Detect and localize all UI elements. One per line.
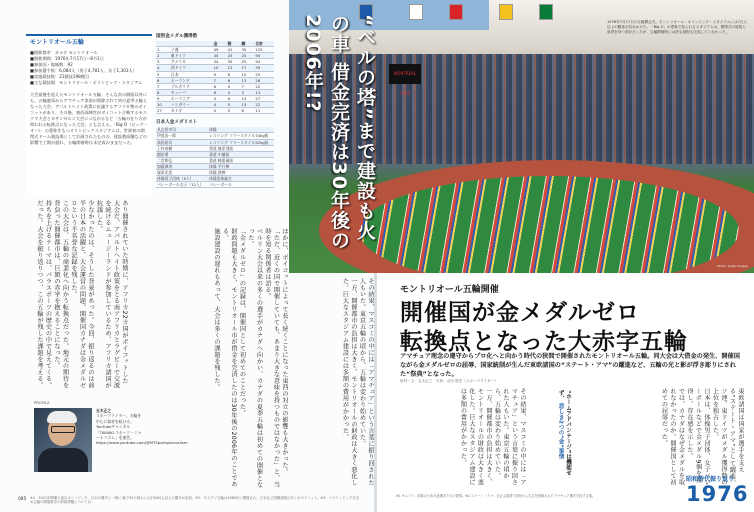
table-cell: 94 bbox=[254, 59, 274, 65]
table-cell: 6 bbox=[213, 83, 227, 89]
table-cell: 5 bbox=[156, 71, 170, 77]
table-cell: 125 bbox=[254, 47, 274, 53]
body-paragraph: その結果、マスコミの中には「アマチュア」という言葉に振り回された人もいた。東京五輪の頃から、五輪は変わり始めていた。 bbox=[493, 388, 526, 486]
table-cell: 10 bbox=[213, 65, 227, 71]
table-cell: 22 bbox=[254, 102, 274, 108]
medal-table-title: 国別金メダル獲得数 bbox=[156, 34, 198, 39]
table-cell: 13 bbox=[240, 77, 254, 83]
table-cell: ソ連 bbox=[170, 47, 213, 53]
table-cell: 二宮和弘 bbox=[156, 157, 208, 163]
right-body-columns-2 bbox=[402, 388, 526, 488]
table-cell: 90 bbox=[254, 53, 274, 59]
table-cell: ルーマニア bbox=[170, 95, 213, 101]
table-cell: 6 bbox=[227, 71, 241, 77]
pull-quote-accent: 悲しき2つの“金”事情 bbox=[557, 403, 564, 460]
table-cell: 40 bbox=[213, 53, 227, 59]
table-cell: 東ドイツ bbox=[170, 53, 213, 59]
table-cell: 体操 平行棒 bbox=[208, 163, 274, 169]
left-body-columns bbox=[16, 200, 128, 390]
table-cell: 6 bbox=[227, 77, 241, 83]
table-cell: 4 bbox=[156, 65, 170, 71]
table-row bbox=[156, 108, 274, 114]
body-paragraph: 一方、開催都市の負担は大きく、モントリオールの財政は大きく悪化した。巨大なスタジアム建設には多額の費用がかかった。 bbox=[459, 388, 492, 486]
table-cell: 柔道 中量級 bbox=[208, 151, 274, 157]
table-cell: 上村春樹 bbox=[156, 145, 208, 151]
table-cell: レスリング フリースタイル74kg級 bbox=[208, 133, 274, 139]
medal-table-box bbox=[156, 34, 276, 224]
author-photo bbox=[34, 408, 92, 472]
left-page-number: 085 bbox=[18, 497, 27, 502]
table-cell: 10 bbox=[240, 71, 254, 77]
body-paragraph: 少なかったのは、そうした背景があった。今回、振り返るのは前半の日本の活躍と、大会運営の問題。開催国カナダは金メダルゼロという不名誉な記録を残した。 bbox=[70, 200, 94, 389]
table-cell: 27 bbox=[254, 95, 274, 101]
body-paragraph: 「金メダルゼロ」の記録は、開催国として初めてのことだった。 bbox=[238, 228, 246, 417]
author-bio bbox=[96, 408, 188, 446]
lead-text: アマチュア理念の遵守からプロ化へと向かう時代の狭間で開催されたモントリオール五輪。同大会は大借金の発生、開催国ながら金メダルゼロの屈辱、国家統制が生んだ東欧諸国の“ステート・アマ”の躍進など、五輪の光と影が浮き彫りにされた“祭典”となった。 bbox=[400, 353, 740, 378]
table-cell: 25 bbox=[240, 53, 254, 59]
table-cell: 2 bbox=[156, 53, 170, 59]
table-row bbox=[156, 102, 274, 108]
info-fact: ■開催都市：カナダ モントリオール bbox=[30, 50, 98, 55]
medal-header-cell: 銀 bbox=[227, 41, 241, 47]
info-fact: ■実施競技数：21競技198種目 bbox=[30, 74, 90, 79]
table-cell: 25 bbox=[254, 71, 274, 77]
table-cell: キューバ bbox=[170, 89, 213, 95]
body-paragraph: 「ただ、近くの国で開催していても、あまり大きな意味を持つものではなかった」と、当時を知る関係者は語る。 bbox=[264, 228, 280, 488]
mid-body-columns bbox=[150, 228, 288, 490]
table-cell: 9 bbox=[227, 95, 241, 101]
table-cell: 13 bbox=[254, 89, 274, 95]
info-fact: ■参加国・地域数：92 bbox=[30, 62, 73, 67]
body-paragraph: 施設建設の遅れもあって、大会は多くの課題を残した。 bbox=[213, 228, 220, 391]
table-cell: バレーボール bbox=[208, 182, 274, 188]
table-cell: 3 bbox=[156, 59, 170, 65]
table-row bbox=[156, 65, 274, 71]
table-row bbox=[156, 89, 274, 95]
table-cell: 塚原光男 bbox=[156, 169, 208, 175]
photo-caption: 1976年7月17日の五輪開会式。モントリオール・オリンピック・スタジアムには7万人以上の観客が詰めかけた。「Big O」の愛称で知られるスタジアムは、開閉式の屋根と斜塔を持つ設計だったが、五輪開催時には塔も屋根も完成していなかった。 bbox=[607, 20, 747, 34]
body-paragraph: 東欧諸国は国家が選手を支える“ステート・アマ”として躍進。ソ連、東ドイツがメダル獲得数の上位を独占した。 bbox=[711, 388, 744, 487]
byline: 取材・文：五木正之 写真：山田 敦史（スポーツライター） bbox=[400, 379, 498, 383]
table-cell: 柔道 無差別級 bbox=[208, 145, 274, 151]
scoreboard: MONTREAL 1976 bbox=[389, 64, 421, 84]
table-cell: 49 bbox=[213, 47, 227, 53]
body-paragraph: ベルリン大会以来の多くの選手がカナダへ向かい、カナダの夏季五輪は初めての開催となった。 bbox=[247, 228, 263, 488]
table-cell: 0 bbox=[213, 108, 227, 114]
table-cell: 園田勇 bbox=[156, 151, 208, 157]
table-cell: 体操男子団体（5人） bbox=[156, 176, 208, 182]
table-cell: レスリング フリースタイル52kg級 bbox=[208, 139, 274, 145]
medal-header-cell: 銅 bbox=[240, 41, 254, 47]
body-paragraph: その結果、マスコミの中には「アマチュア」という言葉に振り回された人もいた。東京五輪の頃から、五輪は変わり始めていた。 bbox=[358, 278, 374, 486]
table-cell: バレーボール女子（12人） bbox=[156, 182, 208, 188]
table-cell: 8 bbox=[156, 89, 170, 95]
body-paragraph: 財政問題も大きく、モントリオール市が借金を完済したのは30年後の2006年のことである。 bbox=[221, 228, 237, 488]
montreal-info-box bbox=[26, 34, 152, 194]
table-cell: 西ドイツ bbox=[170, 65, 213, 71]
photo-vertical-headline: “ベルの塔”まで建設も火の車 借金完済は30年後の2006年!? bbox=[302, 14, 376, 251]
body-paragraph: 一方、開催都市の負担は大きく、モントリオールの財政は大きく悪化した。巨大なスタジアム建設には多額の費用がかかった。 bbox=[341, 278, 357, 486]
series-year: 1976 bbox=[686, 482, 749, 506]
table-cell: 柔道 軽重量級 bbox=[208, 157, 274, 163]
table-cell: 5 bbox=[227, 102, 241, 108]
body-paragraph: ほかに、ボイコットによって長く続くことになった東西の対立の影響も大きかった。 bbox=[281, 228, 288, 475]
table-cell: 26 bbox=[254, 77, 274, 83]
body-paragraph: この大会は、五輪の商業化へ向かう転換点だった。地元の期待を背負った開催都市は、巨額の赤字を抱えることになった。 bbox=[53, 200, 69, 389]
table-cell: 4 bbox=[213, 95, 227, 101]
body-paragraph: 持ちを上げるテーマは、パラスポーツの歴史の中で見えてくる。 bbox=[44, 200, 52, 389]
table-cell: 10 bbox=[156, 102, 170, 108]
table-cell: 39 bbox=[254, 65, 274, 71]
info-fact: ■開催期間：1976年7月17日～8月1日 bbox=[30, 56, 104, 61]
author-name: 五木正之 bbox=[96, 408, 112, 413]
table-cell: ハンガリー bbox=[170, 102, 213, 108]
info-box-title: モントリオール五輪 bbox=[30, 39, 84, 46]
table-cell: 具志堅幸司 bbox=[156, 127, 208, 133]
body-paragraph: 日本は、体操男子団体、女子バレーボールなどで金メダル9個を獲得し、存在感を示した。 bbox=[686, 388, 710, 486]
table-cell: 6 bbox=[213, 89, 227, 95]
table-row bbox=[156, 71, 274, 77]
table-cell: 6 bbox=[156, 77, 170, 83]
table-cell: 25 bbox=[240, 59, 254, 65]
table-cell: 14 bbox=[240, 95, 254, 101]
series-label: 昭和時代振り返り bbox=[686, 476, 735, 483]
author-text: スポーツライター。五輪を中心に取材を続ける。YouTubeチャンネル「TAMAKI スポーツ・ジャーナリズム」を運営。https://www.youtube.com/@MTSportsJournalism bbox=[96, 413, 188, 446]
table-cell: 22 bbox=[254, 83, 274, 89]
table-cell: 体操団体総合 bbox=[208, 176, 274, 182]
table-cell: 7 bbox=[156, 83, 170, 89]
table-cell: 高田裕司 bbox=[156, 139, 208, 145]
table-row bbox=[156, 83, 274, 89]
info-box-body: 大会最後を迎えたモントリオール五輪。そんな負の側面以外にも、五輪憲章からアマチュア条項が削除されて初の夏季五輪となった大会。アパルトヘイト政策に抗議するアフリカ勢のボイコットがあり、その後、東西両陣営がボイコット合戦するモスクワ大会とロサンゼルス大会につながるなど「五輪の在り方が問われる転換点になった大会」とも言える。「Big O（ビッグ・オー）」の愛称をもつオリンピックスタジアムは、世界初の開閉式ドーム競技場として計画されたものの、建設費高騰などの影響で工期が遅れ、五輪開催時は未完成のままだった。 bbox=[30, 92, 148, 145]
table-row bbox=[156, 95, 274, 101]
table-cell: ブルガリア bbox=[170, 83, 213, 89]
table-cell: ポーランド bbox=[170, 77, 213, 83]
table-cell: 41 bbox=[227, 47, 241, 53]
table-cell: 4 bbox=[227, 89, 241, 95]
table-row bbox=[156, 182, 274, 188]
table-cell: カナダ bbox=[170, 108, 213, 114]
medal-header-cell: 金 bbox=[213, 41, 227, 47]
table-cell: 体操 bbox=[208, 127, 274, 133]
japan-medalists-title: 日本人金メダリスト bbox=[156, 120, 198, 126]
medal-header-cell: 合計 bbox=[254, 41, 274, 47]
table-cell: 35 bbox=[227, 59, 241, 65]
table-cell: 5 bbox=[227, 108, 241, 114]
table-row bbox=[156, 77, 274, 83]
table-cell: 35 bbox=[240, 47, 254, 53]
table-cell: 伊達治一郎 bbox=[156, 133, 208, 139]
table-row bbox=[156, 47, 274, 53]
right-body-columns bbox=[574, 388, 744, 488]
table-cell: 7 bbox=[240, 83, 254, 89]
table-cell: 7 bbox=[213, 77, 227, 83]
table-cell: 9 bbox=[156, 95, 170, 101]
table-cell: 体操 鉄棒 bbox=[208, 169, 274, 175]
table-cell: 加藤澤男 bbox=[156, 163, 208, 169]
table-cell: 34 bbox=[213, 59, 227, 65]
table-cell: 9 bbox=[213, 71, 227, 77]
photo-credit: Photo: Getty Images bbox=[717, 264, 748, 268]
japan-medalists-table bbox=[156, 127, 274, 188]
pull-quote bbox=[527, 390, 571, 486]
table-cell: 4 bbox=[213, 102, 227, 108]
table-cell: 6 bbox=[240, 108, 254, 114]
table-cell: 3 bbox=[240, 89, 254, 95]
headline-line-2: 転換点となった大赤字五輪 bbox=[400, 329, 688, 355]
table-cell: 27 bbox=[156, 108, 170, 114]
body-paragraph: では、カナダはなぜ金メダルを取れなかったのか。開催国として初めての屈辱だった。 bbox=[660, 388, 685, 486]
table-cell: 17 bbox=[240, 65, 254, 71]
table-row bbox=[156, 133, 274, 139]
headline-line-1: 開催国が金メダルゼロ bbox=[400, 300, 640, 326]
table-cell: 12 bbox=[227, 65, 241, 71]
right-footnote: ※1 サムライ：昭和の日本代表選手たちの愛称。※2 ステート・アマ：社会主義国で国家から生活を保障されたアマチュア選手を指す言葉。 bbox=[396, 494, 596, 498]
table-cell: 1 bbox=[156, 47, 170, 53]
table-cell: 13 bbox=[240, 102, 254, 108]
kicker: モントリオール五輪開催 bbox=[400, 285, 499, 295]
body-paragraph: あり開催されていた時期に、アフリカ22カ国がボイコットした大会だ。アパルトヘイト政策をとる南アフリカとラグビーで交流を続けるニュージーランドが参加しているため、アフリカ諸国が抗議した。 bbox=[95, 200, 128, 389]
pull-quote-main: “ホームアドバンテージ”は機能せず、 bbox=[557, 390, 571, 476]
info-fact: ■主な競技場：モントリオール・オリンピック・スタジアム bbox=[30, 80, 143, 85]
series-badge bbox=[686, 474, 752, 508]
left-edge-columns bbox=[290, 278, 374, 490]
author-label: PROFILE bbox=[34, 400, 50, 405]
info-fact: ■参加選手数：6,084人（男子4,781人、女子1,303人） bbox=[30, 68, 137, 73]
table-row bbox=[156, 59, 274, 65]
author-profile bbox=[34, 400, 188, 494]
table-cell: 11 bbox=[254, 108, 274, 114]
left-footnote: ※1：2021年開催の東京オリンピック、日本の選手と一緒に 晩で92の国から1万5000人以上の選手が参加。※2：モスクワ五輪は1980年に開催され、日本など西側諸国の多くがボイコット。※3：パラリンピックを含め五輪の開催都市の財政問題については bbox=[30, 496, 360, 505]
table-cell: 9 bbox=[227, 83, 241, 89]
medal-table bbox=[156, 41, 274, 114]
table-cell: アメリカ bbox=[170, 59, 213, 65]
table-row bbox=[156, 53, 274, 59]
table-cell: 日本 bbox=[170, 71, 213, 77]
body-paragraph: だった。大会を振り返りつつ、この五輪が残した課題を考える。 bbox=[36, 200, 43, 389]
table-cell: 25 bbox=[227, 53, 241, 59]
